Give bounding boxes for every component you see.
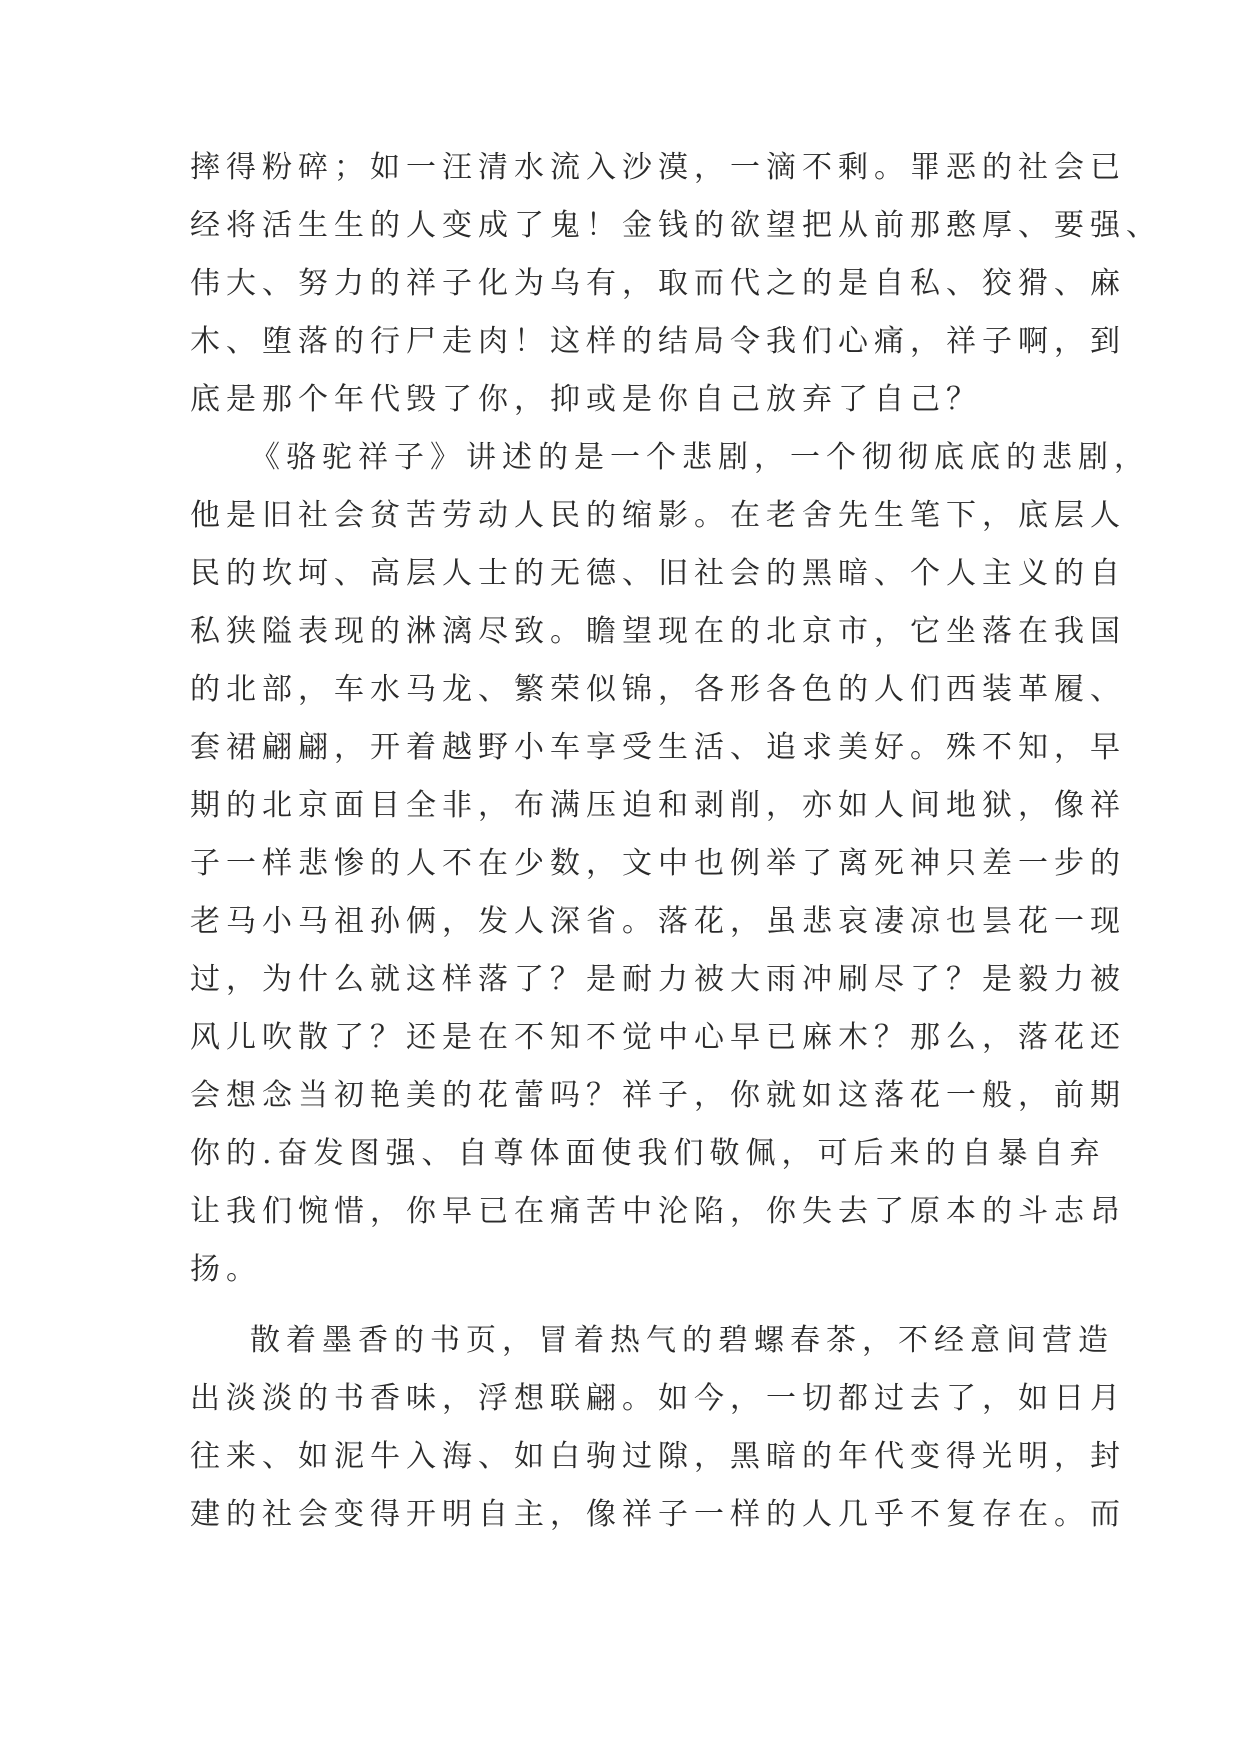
text-line: 让我们惋惜，你早已在痛苦中沦陷，你失去了原本的斗志昂: [190, 1194, 1126, 1229]
paragraph-start-line: 散着墨香的书页，冒着热气的碧螺春茶，不经意间营造: [250, 1323, 1114, 1358]
text-line: 经将活生生的人变成了鬼！金钱的欲望把从前那憨厚、要强、: [190, 208, 1162, 243]
text-line: 民的坎坷、高层人士的无德、旧社会的黑暗、个人主义的自: [190, 556, 1126, 591]
text-line: 建的社会变得开明自主，像祥子一样的人几乎不复存在。而: [190, 1497, 1126, 1532]
text-line: 往来、如泥牛入海、如白驹过隙，黑暗的年代变得光明，封: [190, 1439, 1126, 1474]
text-line: 的北部，车水马龙、繁荣似锦，各形各色的人们西装革履、: [190, 672, 1126, 707]
text-line: 出淡淡的书香味，浮想联翩。如今，一切都过去了，如日月: [190, 1381, 1126, 1416]
text-line: 风儿吹散了？还是在不知不觉中心早已麻木？那么，落花还: [190, 1020, 1126, 1055]
paragraph-start-line: 《骆驼祥子》讲述的是一个悲剧，一个彻彻底底的悲剧，: [250, 440, 1150, 475]
text-line: 私狭隘表现的淋漓尽致。瞻望现在的北京市，它坐落在我国: [190, 614, 1126, 649]
text-line: 扬。: [190, 1252, 262, 1287]
text-line: 他是旧社会贫苦劳动人民的缩影。在老舍先生笔下，底层人: [190, 498, 1126, 533]
text-line: 伟大、努力的祥子化为乌有，取而代之的是自私、狡猾、麻: [190, 266, 1126, 301]
text-line: 底是那个年代毁了你，抑或是你自己放弃了自己？: [190, 382, 982, 417]
text-line: 木、堕落的行尸走肉！这样的结局令我们心痛，祥子啊，到: [190, 324, 1126, 359]
text-line: 老马小马祖孙俩，发人深省。落花，虽悲哀凄凉也昙花一现: [190, 904, 1126, 939]
text-line: 你的.奋发图强、自尊体面使我们敬佩，可后来的自暴自弃: [190, 1136, 1106, 1171]
text-line: 会想念当初艳美的花蕾吗？祥子，你就如这落花一般，前期: [190, 1078, 1126, 1113]
text-line: 套裙翩翩，开着越野小车享受生活、追求美好。殊不知，早: [190, 730, 1126, 765]
text-line: 子一样悲惨的人不在少数，文中也例举了离死神只差一步的: [190, 846, 1126, 881]
text-line: 过，为什么就这样落了？是耐力被大雨冲刷尽了？是毅力被: [190, 962, 1126, 997]
text-line: 期的北京面目全非，布满压迫和剥削，亦如人间地狱，像祥: [190, 788, 1126, 823]
text-line: 摔得粉碎；如一汪清水流入沙漠，一滴不剩。罪恶的社会已: [190, 150, 1126, 185]
